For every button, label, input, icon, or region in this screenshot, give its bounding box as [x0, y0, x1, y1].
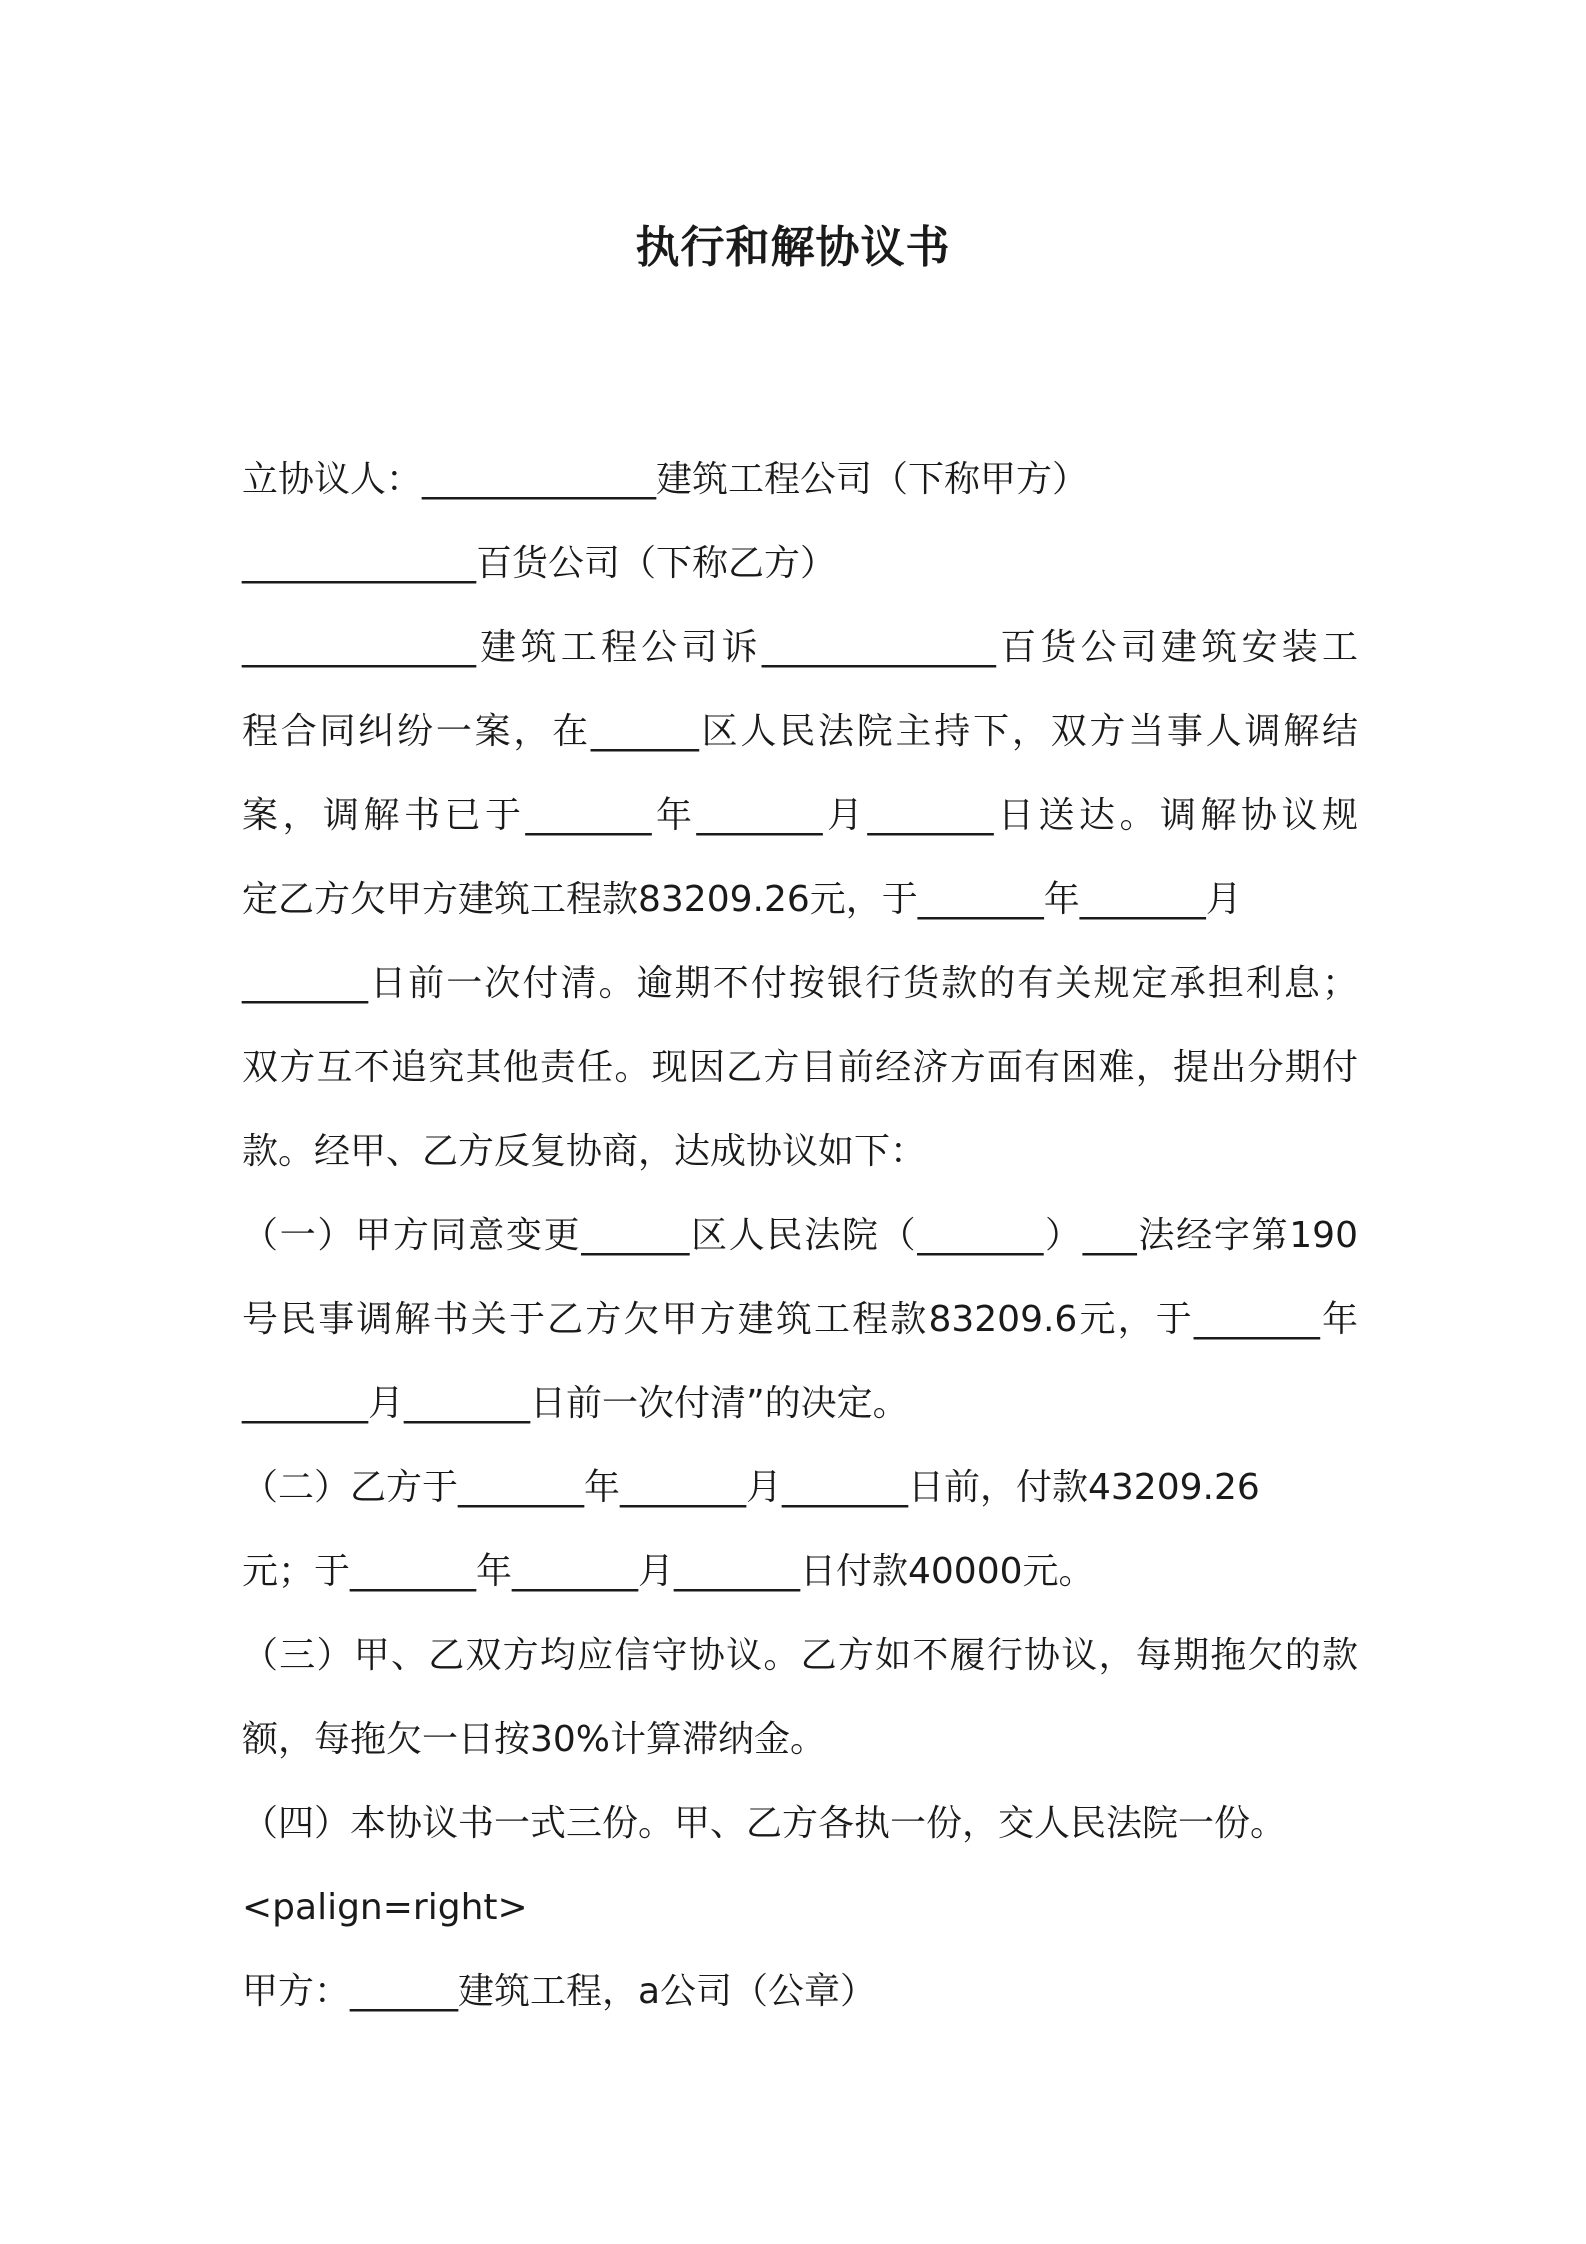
body-line: 立协议人：_____________建筑工程公司（下称甲方） — [242, 459, 1089, 500]
body-line: 额，每拖欠一日按30%计算滞纳金。 — [242, 1719, 827, 1760]
body-line: _______日前一次付清。逾期不付按银行货款的有关规定承担利息； — [242, 963, 1358, 1004]
body-line: （三）甲、乙双方均应信守协议。乙方如不履行协议，每期拖欠的款 — [242, 1635, 1358, 1676]
body-line: 元；于_______年_______月_______日付款40000元。 — [242, 1551, 1095, 1592]
body-line: _______月_______日前一次付清”的决定。 — [242, 1383, 909, 1424]
body-line: _____________百货公司（下称乙方） — [242, 543, 837, 584]
body-line: 程合同纠纷一案，在______区人民法院主持下，双方当事人调解结 — [242, 711, 1358, 752]
body-line: 定乙方欠甲方建筑工程款83209.26元，于_______年_______月 — [242, 879, 1242, 920]
body-line: （二）乙方于_______年_______月_______日前，付款43209.26 — [242, 1467, 1260, 1508]
document-body — [242, 438, 1358, 2034]
body-line: _____________建筑工程公司诉_____________百货公司建筑安装工 — [242, 627, 1358, 668]
body-line: 款。经甲、乙方反复协商，达成协议如下： — [242, 1131, 927, 1172]
body-line: （四）本协议书一式三份。甲、乙方各执一份，交人民法院一份。 — [242, 1803, 1287, 1844]
body-line: <palign=right> — [242, 1887, 528, 1928]
body-line: 双方互不追究其他责任。现因乙方目前经济方面有困难，提出分期付 — [242, 1047, 1358, 1088]
document-title: 执行和解协议书 — [635, 222, 951, 273]
body-line: （一）甲方同意变更______区人民法院（_______）___法经字第190 — [242, 1215, 1358, 1256]
body-line: 案，调解书已于_______年_______月_______日送达。调解协议规 — [242, 795, 1358, 836]
signature-line: 甲方：______建筑工程，a公司（公章） — [242, 1971, 877, 2012]
body-line: 号民事调解书关于乙方欠甲方建筑工程款83209.6元，于_______年 — [242, 1299, 1358, 1340]
